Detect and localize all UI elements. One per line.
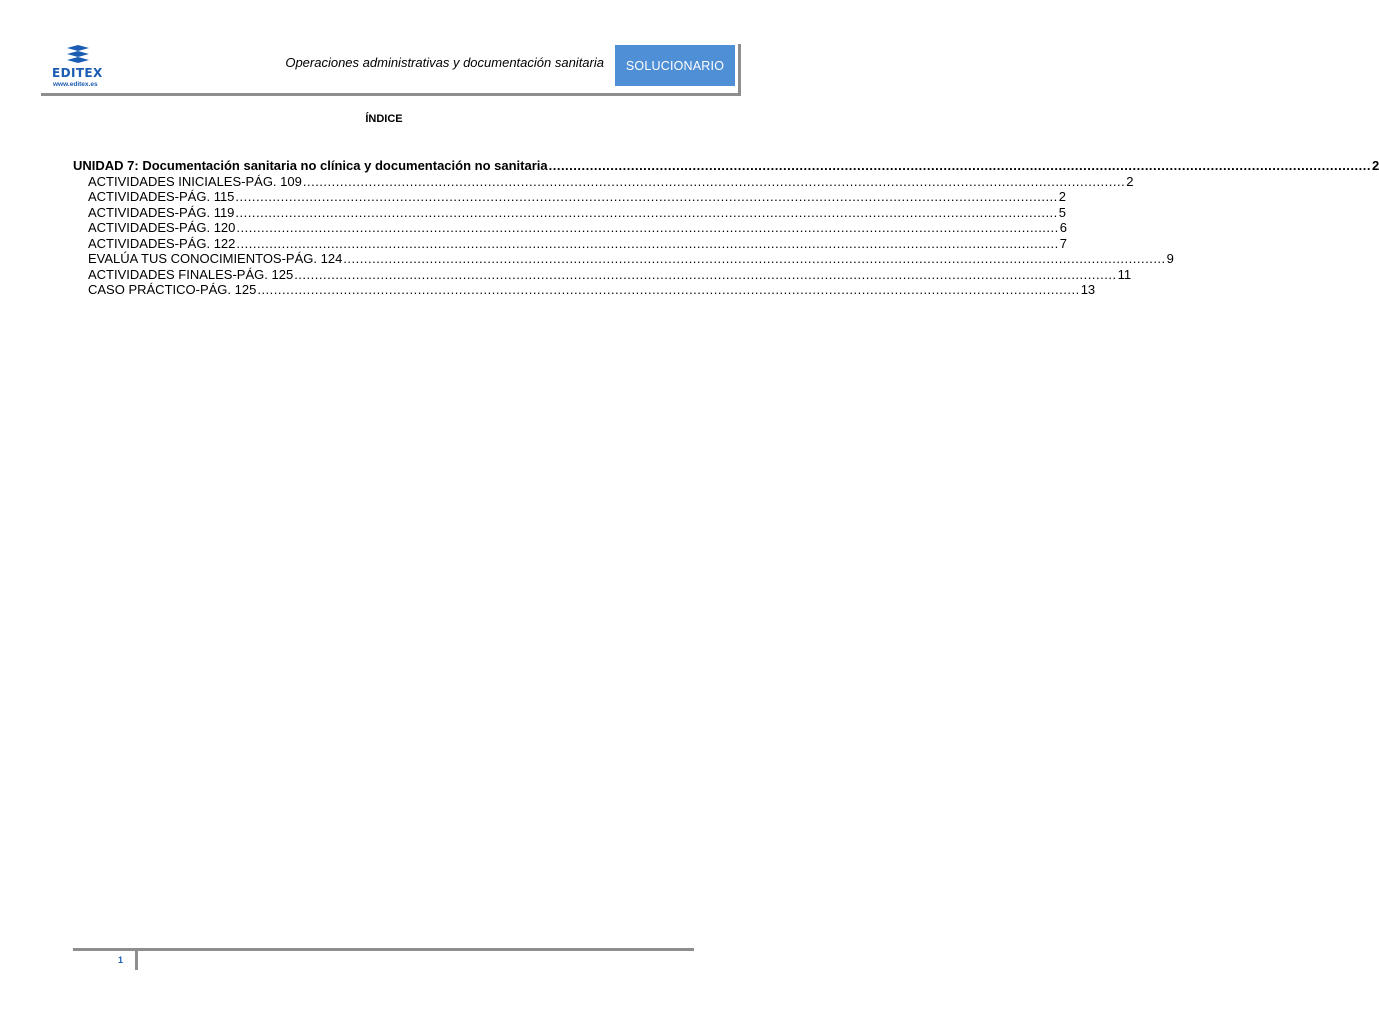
toc-entry-page: 5 [1058, 204, 1067, 220]
logo-wordmark: EDITEX [52, 66, 103, 80]
header-divider [41, 93, 741, 96]
toc-entry-page: 2 [1371, 158, 1379, 173]
header-vertical-divider [738, 44, 741, 96]
toc-entry-label: UNIDAD 7: Documentación sanitaria no clínica y documentación no sanitaria [73, 158, 548, 173]
toc-entry-page: 9 [1166, 251, 1174, 266]
toc-entry[interactable] [73, 189, 1067, 205]
toc-leader-dots: ........................................................................................................................................................................................................ [294, 266, 1117, 282]
toc-entry-page: 2 [1058, 189, 1067, 204]
toc-leader-dots: ........................................................................................................................................................................................................ [235, 204, 1058, 220]
toc-entry-page: 13 [1080, 282, 1096, 297]
toc-entry[interactable] [73, 235, 1067, 252]
logo-url: www.editex.es [53, 81, 98, 88]
toc-leader-dots: ........................................................................................................................................................................................................ [257, 282, 1080, 297]
toc-leader-dots: ........................................................................................................................................................................................................ [235, 189, 1058, 204]
toc-leader-dots: ........................................................................................................................................................................................................ [548, 158, 1371, 173]
toc-entry-label: CASO PRÁCTICO-PÁG. 125 [88, 282, 257, 297]
toc-entry-label: ACTIVIDADES-PÁG. 115 [88, 189, 235, 204]
toc-entry[interactable] [73, 204, 1067, 221]
toc-entry-page: 6 [1059, 220, 1067, 235]
toc-entry-label: ACTIVIDADES FINALES-PÁG. 125 [88, 266, 294, 282]
footer-vertical-divider [135, 950, 138, 970]
page-number: 1 [118, 955, 124, 965]
footer-divider [73, 948, 694, 951]
toc-entry[interactable] [73, 158, 1379, 174]
toc-leader-dots: ........................................................................................................................................................................................................ [236, 220, 1059, 235]
toc-entry[interactable] [73, 282, 1096, 298]
toc-entry[interactable] [73, 220, 1067, 236]
books-logo-icon [65, 44, 91, 66]
toc-entry[interactable] [73, 266, 1132, 283]
toc-entry-page: 7 [1059, 235, 1067, 251]
toc-leader-dots: ........................................................................................................................................................................................................ [302, 173, 1126, 189]
toc-leader-dots: ........................................................................................................................................................................................................ [343, 251, 1166, 266]
document-title: Operaciones administrativas y documentación sanitaria [285, 55, 604, 70]
solucionario-badge: SOLUCIONARIO [615, 45, 735, 86]
toc-entry-label: ACTIVIDADES-PÁG. 120 [88, 220, 236, 235]
toc-entry-label: ACTIVIDADES-PÁG. 119 [88, 204, 235, 220]
index-heading: ÍNDICE [365, 113, 403, 125]
toc-entry-page: 2 [1126, 173, 1134, 189]
toc-entry-label: EVALÚA TUS CONOCIMIENTOS-PÁG. 124 [88, 251, 343, 266]
toc-entry-label: ACTIVIDADES INICIALES-PÁG. 109 [88, 173, 302, 189]
toc-entry-label: ACTIVIDADES-PÁG. 122 [88, 235, 236, 251]
toc-entry[interactable] [73, 173, 1134, 190]
editex-logo [50, 44, 110, 94]
toc-leader-dots: ........................................................................................................................................................................................................ [236, 235, 1059, 251]
toc-entry-page: 11 [1117, 266, 1132, 282]
toc-entry[interactable] [73, 251, 1174, 267]
table-of-contents [73, 158, 1379, 298]
